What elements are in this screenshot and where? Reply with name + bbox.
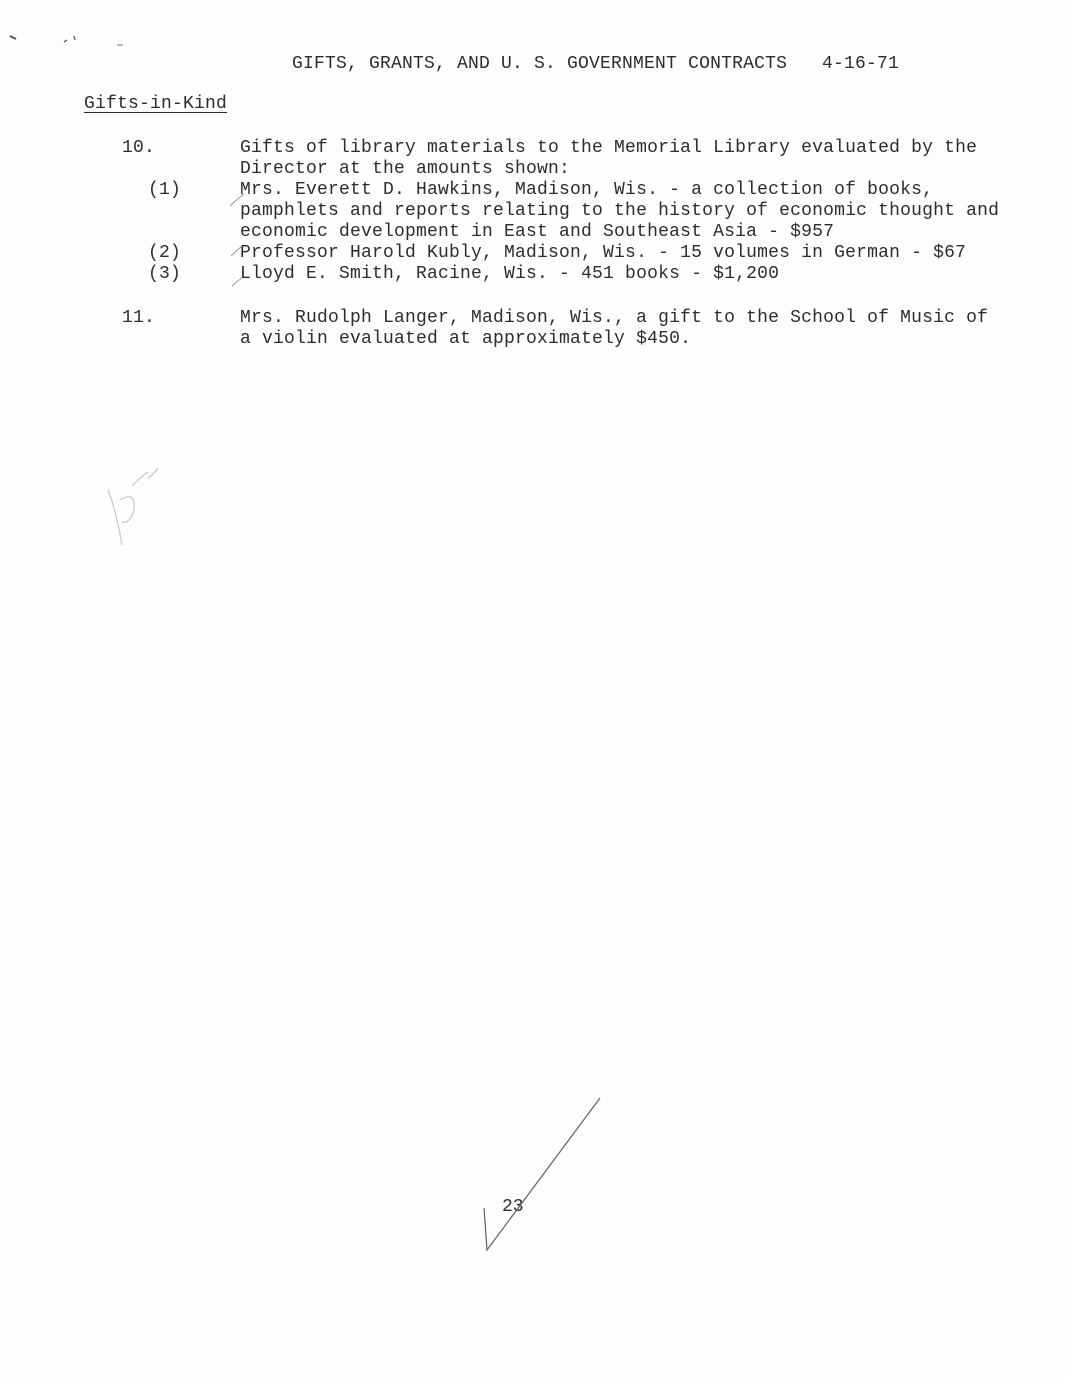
subitem-text-line: Lloyd E. Smith, Racine, Wis. - 451 books - $1,200 xyxy=(240,264,780,284)
subitem-text-line: pamphlets and reports relating to the history of economic thought and xyxy=(240,201,1000,221)
page-header-date: 4-16-71 xyxy=(822,54,900,74)
subitem-text-line: economic development in East and Southeast Asia - $957 xyxy=(240,222,835,242)
subitem-number: (1) xyxy=(148,180,182,200)
page-number: 23 xyxy=(502,1197,524,1217)
margin-scribble xyxy=(108,468,158,545)
subitem-text-line: Professor Harold Kubly, Madison, Wis. - 15 volumes in German - $67 xyxy=(240,243,967,263)
stray-mark xyxy=(10,36,16,39)
item-text-line: Gifts of library materials to the Memorial Library evaluated by the xyxy=(240,138,978,158)
item-number: 11. xyxy=(122,308,156,328)
item-number: 10. xyxy=(122,138,156,158)
section-heading: Gifts-in-Kind xyxy=(84,94,228,114)
subitem-number: (3) xyxy=(148,264,182,284)
subitem-text-line: Mrs. Everett D. Hawkins, Madison, Wis. - a collection of books, xyxy=(240,180,934,200)
large-check-mark xyxy=(484,1098,600,1250)
subitem-number: (2) xyxy=(148,243,182,263)
item-text-line: Director at the amounts shown: xyxy=(240,159,571,179)
item-text-line: Mrs. Rudolph Langer, Madison, Wis., a gift to the School of Music of xyxy=(240,308,989,328)
page-header-title: GIFTS, GRANTS, AND U. S. GOVERNMENT CONTRACTS xyxy=(292,54,788,74)
stray-mark xyxy=(64,36,75,42)
item-text-line: a violin evaluated at approximately $450. xyxy=(240,329,692,349)
